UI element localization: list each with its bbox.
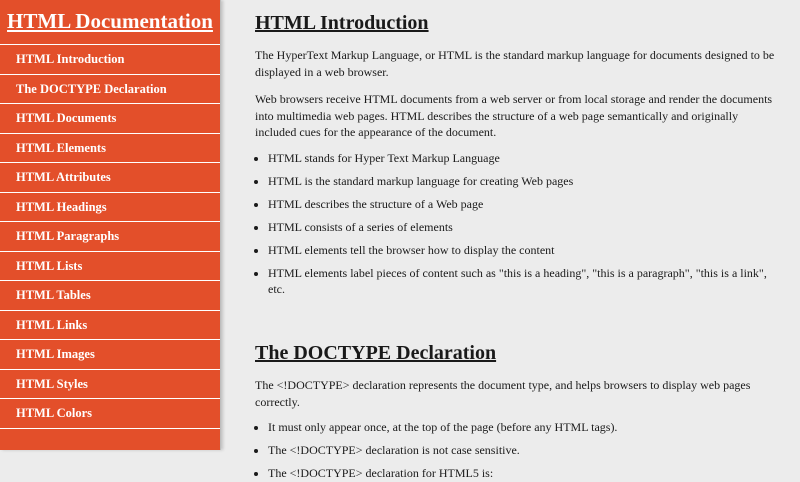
section-html-introduction (255, 10, 775, 298)
section-spacer (255, 304, 775, 330)
list-item: • The <!DOCTYPE> declaration for HTML5 is: (268, 465, 775, 482)
sidebar-item-html-introduction[interactable]: HTML Introduction (0, 45, 220, 75)
list-item: • HTML describes the structure of a Web page (268, 196, 775, 213)
sidebar-item-doctype-declaration[interactable]: The DOCTYPE Declaration (0, 75, 220, 105)
list-item: • HTML stands for Hyper Text Markup Language (268, 150, 775, 167)
list-item: • HTML is the standard markup language for creating Web pages (268, 173, 775, 190)
section-paragraph: The HyperText Markup Language, or HTML is the standard markup language for documents designed to be displayed in a web browser. (255, 48, 775, 79)
sidebar-item-html-images[interactable]: HTML Images (0, 340, 220, 370)
sidebar-title-link[interactable]: HTML Documentation (0, 0, 220, 45)
list-item: • HTML consists of a series of elements (268, 219, 775, 236)
sidebar-item-html-elements[interactable]: HTML Elements (0, 134, 220, 164)
section-heading: HTML Introduction (255, 12, 429, 34)
section-heading: The DOCTYPE Declaration (255, 342, 497, 364)
sidebar-item-html-paragraphs[interactable]: HTML Paragraphs (0, 222, 220, 252)
section-doctype-declaration (255, 340, 775, 482)
bullet-list (255, 150, 775, 298)
sidebar-item-html-documents[interactable]: HTML Documents (0, 104, 220, 134)
list-item: • It must only appear once, at the top of the page (before any HTML tags). (268, 419, 775, 436)
sidebar-nav (0, 0, 221, 450)
sidebar-item-html-lists[interactable]: HTML Lists (0, 252, 220, 282)
sidebar-item-html-styles[interactable]: HTML Styles (0, 370, 220, 400)
list-item: • HTML elements label pieces of content such as "this is a heading", "this is a paragraph", "this is a link", etc. (268, 265, 775, 298)
sidebar-item-html-colors[interactable]: HTML Colors (0, 399, 220, 429)
main-content (255, 0, 775, 480)
sidebar-item-html-headings[interactable]: HTML Headings (0, 193, 220, 223)
sidebar-item-html-attributes[interactable]: HTML Attributes (0, 163, 220, 193)
sidebar-item-html-tables[interactable]: HTML Tables (0, 281, 220, 311)
list-item: • HTML elements tell the browser how to display the content (268, 242, 775, 259)
sidebar-item-html-links[interactable]: HTML Links (0, 311, 220, 341)
section-paragraph: Web browsers receive HTML documents from a web server or from local storage and render the documents into multimedia web pages. HTML describes the structure of a web page semantically and originally included cues for the appearance of the document. (255, 92, 773, 139)
bullet-list (255, 419, 775, 482)
section-paragraph: The <!DOCTYPE> declaration represents the document type, and helps browsers to display web pages correctly. (255, 378, 751, 409)
list-item: • The <!DOCTYPE> declaration is not case sensitive. (268, 442, 775, 459)
